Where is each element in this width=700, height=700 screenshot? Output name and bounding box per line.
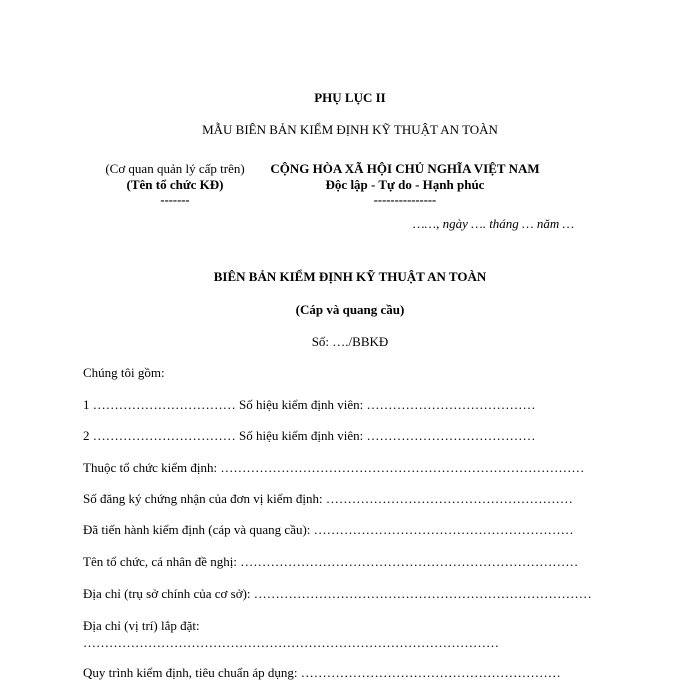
inspector-line-2: 2 …………………………… Số hiệu kiểm định viên: ………………………………… <box>83 428 536 443</box>
right-divider: --------------- <box>373 193 437 207</box>
report-number: Số: …./BBKĐ <box>311 334 389 349</box>
appendix-heading: PHỤ LỤC II <box>314 90 386 105</box>
procedure-standard-line: Quy trình kiểm định, tiêu chuẩn áp dụng: …………………………………………………… <box>83 665 561 680</box>
report-title: BIÊN BẢN KIỂM ĐỊNH KỸ THUẬT AN TOÀN <box>213 269 487 284</box>
report-subtitle: (Cáp và quang cầu) <box>295 302 405 317</box>
head-office-address-line: Địa chỉ (trụ sở chính của cơ sở): …………………………………………………………………… <box>83 586 592 601</box>
organization-name: (Tên tổ chức KĐ) <box>126 177 224 192</box>
national-motto: Độc lập - Tự do - Hạnh phúc <box>325 177 485 192</box>
installation-address-dots: …………………………………………………………………………………… <box>83 635 499 650</box>
country-name: CỘNG HÒA XÃ HỘI CHỦ NGHĨA VIỆT NAM <box>270 161 540 176</box>
inspection-organization-line: Thuộc tổ chức kiểm định: ………………………………………………………………………… <box>83 460 585 475</box>
form-title: MẪU BIÊN BẢN KIỂM ĐỊNH KỸ THUẬT AN TOÀN <box>202 122 498 137</box>
intro-text: Chúng tôi gồm: <box>83 365 165 380</box>
date-line: ……, ngày …. tháng … năm … <box>413 216 575 231</box>
inspector-line-1: 1 …………………………… Số hiệu kiểm định viên: ………………………………… <box>83 397 536 412</box>
certificate-number-line: Số đăng ký chứng nhận của đơn vị kiểm định: ………………………………………………… <box>83 491 573 506</box>
inspection-performed-line: Đã tiến hành kiểm định (cáp và quang cầu): …………………………………………………… <box>83 522 574 537</box>
installation-address-label: Địa chỉ (vị trí) lắp đặt: <box>83 618 200 633</box>
left-divider: ------- <box>160 193 190 207</box>
requester-name-line: Tên tổ chức, cá nhân đề nghị: …………………………………………………………………… <box>83 554 579 569</box>
parent-agency-label: (Cơ quan quản lý cấp trên) <box>105 161 245 176</box>
